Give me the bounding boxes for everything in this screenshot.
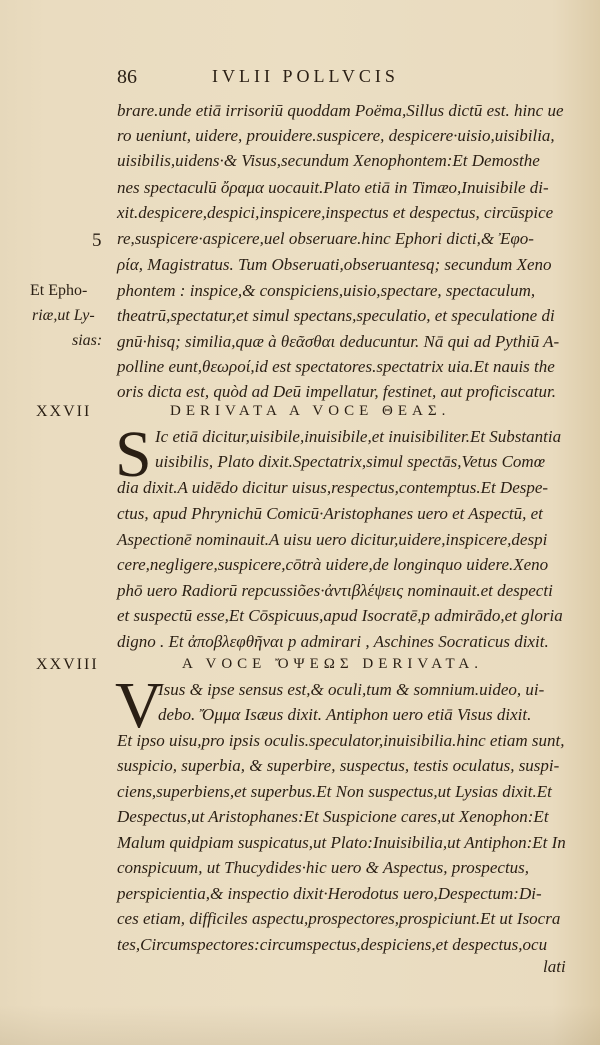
page-number: 86 xyxy=(117,66,137,88)
text-line: Ic etiā dicitur,uisibile,inuisibile,et inuisibiliter.Et Substantia xyxy=(155,427,562,446)
margin-note: sias: xyxy=(72,332,103,349)
text-line: et suspectū esse,Et Cōspicuus,apud Isocratē,p admirādo,et gloria xyxy=(117,606,563,625)
text-line: Despectus,ut Aristophanes:Et Suspicione cares,ut Xenophon:Et xyxy=(117,807,549,826)
text-line: Et ipso uisu,pro ipsis oculis.speculator,inuisibilia.hinc etiam sunt, xyxy=(117,731,565,750)
text-line: suspicio, superbia, & superbire, suspectus, testis oculatus, suspi- xyxy=(117,756,560,775)
section-heading: A VOCE ὌΨΕΩΣ DERIVATA. xyxy=(182,656,484,672)
text-line: Malum quidpiam suspicatus,ut Plato:Inuisibilia,ut Antiphon:Et In xyxy=(117,833,566,852)
text-line: digno . Et ἀποβλεφθῆναι p admirari , Aschines Socraticus dixit. xyxy=(117,632,549,651)
text-line: theatrū,spectatur,et simul spectans,speculatio, et speculatione di xyxy=(117,306,555,325)
text-line: ro ueniunt, uidere, prouidere.suspicere, despicere·uisio,uisibilia, xyxy=(117,126,555,145)
section-number: XXVII xyxy=(36,403,92,420)
text-line: oris dicta est, quòd ad Deū impellatur, festinet, aut proficiscatur. xyxy=(117,382,556,401)
text-line: tes,Circumspectores:circumspectus,despiciens,et despectus,ocu xyxy=(117,935,548,954)
text-line: phō uero Radiorū repcussiões·ἀντιβλέψεις nominauit.et despecti xyxy=(117,581,553,600)
text-line: nes spectaculū ὄραμα uocauit.Plato etiā in Timæo,Inuisibile di- xyxy=(117,178,549,197)
text-line: dia dixit.A uidēdo dicitur uisus,respectus,contemptus.Et Despe- xyxy=(117,478,549,497)
text-line: debo. Ὄμμα Isæus dixit. Antiphon uero etiā Visus dixit. xyxy=(158,705,532,724)
section-heading: DERIVATA A VOCE ΘΕΑΣ. xyxy=(170,403,451,419)
text-line: conspicuum, ut Thucydides·hic uero & Aspectus, prospectus, xyxy=(117,858,530,877)
margin-note: Et Epho- xyxy=(30,282,88,299)
text-line: Isus & ipse sensus est,& oculi,tum & somnium.uideo, ui- xyxy=(158,680,545,699)
text-line: ρία, Magistratus. Tum Obseruati,obseruantesq; secundum Xeno xyxy=(117,255,552,274)
text-line: ctus, apud Phrynichū Comicū·Aristophanes uero et Aspectū, et xyxy=(117,504,543,523)
text-line: ciens,superbiens,et superbus.Et Non suspectus,ut Lysias dixit.Et xyxy=(117,782,552,801)
text-line: gnū·hisq; similia,quæ à θεᾶσθαι deducuntur. Nā qui ad Pythiū A- xyxy=(117,332,560,351)
section-number: XXVIII xyxy=(36,656,99,673)
catchword: lati xyxy=(543,957,566,976)
text-line: perspicientia,& inspectio dixit·Herodotus uero,Despectum:Di- xyxy=(117,884,542,903)
line-number: 5 xyxy=(92,230,102,251)
text-line: uisibilis,uidens·& Visus,secundum Xenophontem:Et Demosthe xyxy=(117,151,540,170)
text-line: polline eunt,θεωροί,id est spectatores.spectatrix uia.Et nauis the xyxy=(117,357,555,376)
text-line: xit.despicere,despici,inspicere,inspectus et despectus, circūspice xyxy=(117,203,554,222)
margin-note: riæ,ut Ly- xyxy=(32,307,95,324)
drop-cap: V xyxy=(115,669,163,742)
drop-cap: S xyxy=(115,418,152,491)
text-line: phontem : inspice,& conspiciens,uisio,spectare, spectaculum, xyxy=(117,281,536,300)
text-line: brare.unde etiā irrisoriū quoddam Poëma,Sillus dictū est. hinc ue xyxy=(117,101,564,120)
text-line: ces etiam, difficiles aspectu,prospectores,prospiciunt.Et ut Isocra xyxy=(117,909,561,928)
running-title: IVLII POLLVCIS xyxy=(212,66,399,86)
text-line: Aspectionē nominauit.A uisu uero dicitur,uidere,inspicere,despi xyxy=(117,530,548,549)
text-line: uisibilis, Plato dixit.Spectatrix,simul spectās,Vetus Comœ xyxy=(155,452,546,471)
text-line: re,suspicere·aspicere,uel obseruare.hinc Ephori dicti,& Ἐφο- xyxy=(117,229,534,248)
text-line: cere,negligere,suspicere,cōtrà uidere,de longinquo uidere.Xeno xyxy=(117,555,549,574)
